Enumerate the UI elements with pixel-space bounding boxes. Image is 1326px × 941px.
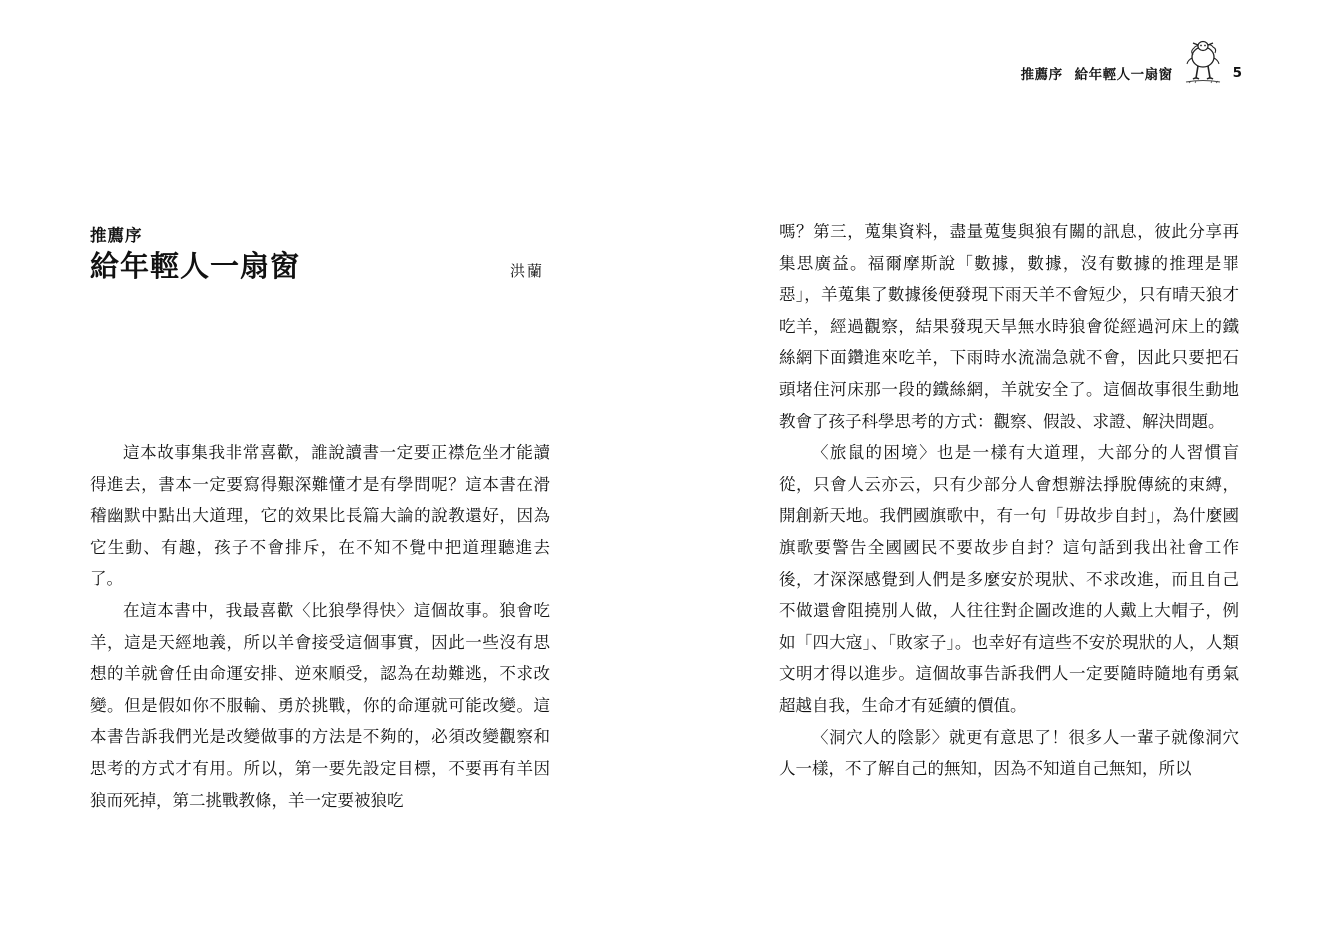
- running-header: [1021, 58, 1242, 88]
- left-column: [90, 437, 550, 816]
- sheep-icon: [1183, 39, 1223, 85]
- paragraph: 〈旅鼠的困境〉也是一樣有大道理，大部分的人習慣盲從，只會人云亦云，只有少部分人會想辦法掙脫傳統的束縛，開創新天地。我們國旗歌中，有一句「毋故步自封」，為什麼國旗歌要警告全國國民不要故步自封？這句話到我出社會工作後，才深深感覺到人們是多麼安於現狀、不求改進，而且自己不做還會阻撓別人做，人往往對企圖改進的人戴上大帽子，例如「四大寇」、「敗家子」。也幸好有這些不安於現狀的人，人類文明才得以進步。這個故事告訴我們人一定要隨時隨地有勇氣超越自我，生命才有延續的價值。: [779, 443, 1239, 715]
- paragraph: 〈洞穴人的陰影〉就更有意思了！很多人一輩子就像洞穴人一樣，不了解自己的無知，因為不知道自己無知，所以: [779, 727, 1239, 779]
- running-header-section: 推薦序: [1020, 67, 1063, 83]
- heading-kicker: 推薦序: [90, 226, 143, 245]
- right-column: [779, 216, 1239, 785]
- page-title: 給年輕人一扇窗: [90, 249, 301, 283]
- chapter-heading: [90, 222, 550, 292]
- paragraph: 這本故事集我非常喜歡，誰說讀書一定要正襟危坐才能讀得進去，書本一定要寫得艱深難懂才是有學問呢？這本書在滑稽幽默中點出大道理，它的效果比長篇大論的說教還好，因為它生動、有趣，孩子不會排斥，在不知不覺中把道理聽進去了。: [90, 443, 550, 589]
- running-header-chapter: 給年輕人一扇窗: [1074, 67, 1173, 83]
- paragraph-continued: 嗎？第三，蒐集資料，盡量蒐隻與狼有關的訊息，彼此分享再集思廣益。福爾摩斯說「數據，數據，沒有數據的推理是罪惡」，羊蒐集了數據後便發現下雨天羊不會短少，只有晴天狼才吃羊，經過觀察，結果發現天旱無水時狼會從經過河床上的鐵絲網下面鑽進來吃羊，下雨時水流湍急就不會，因此只要把石頭堵住河床那一段的鐵絲網，羊就安全了。這個故事很生動地教會了孩子科學思考的方式：觀察、假設、求證、解決問題。: [779, 222, 1239, 431]
- author-name: 洪蘭: [509, 262, 544, 280]
- running-header-title: [1021, 63, 1173, 83]
- page-number: 5: [1232, 65, 1242, 81]
- paragraph: 在這本書中，我最喜歡〈比狼學得快〉這個故事。狼會吃羊，這是天經地義，所以羊會接受這個事實，因此一些沒有思想的羊就會任由命運安排、逆來順受，認為在劫難逃，不求改變。但是假如你不服輸、勇於挑戰，你的命運就可能改變。這本書告訴我們光是改變做事的方法是不夠的，必須改變觀察和思考的方式才有用。所以，第一要先設定目標，不要再有羊因狼而死掉，第二挑戰教條，羊一定要被狼吃: [90, 600, 550, 810]
